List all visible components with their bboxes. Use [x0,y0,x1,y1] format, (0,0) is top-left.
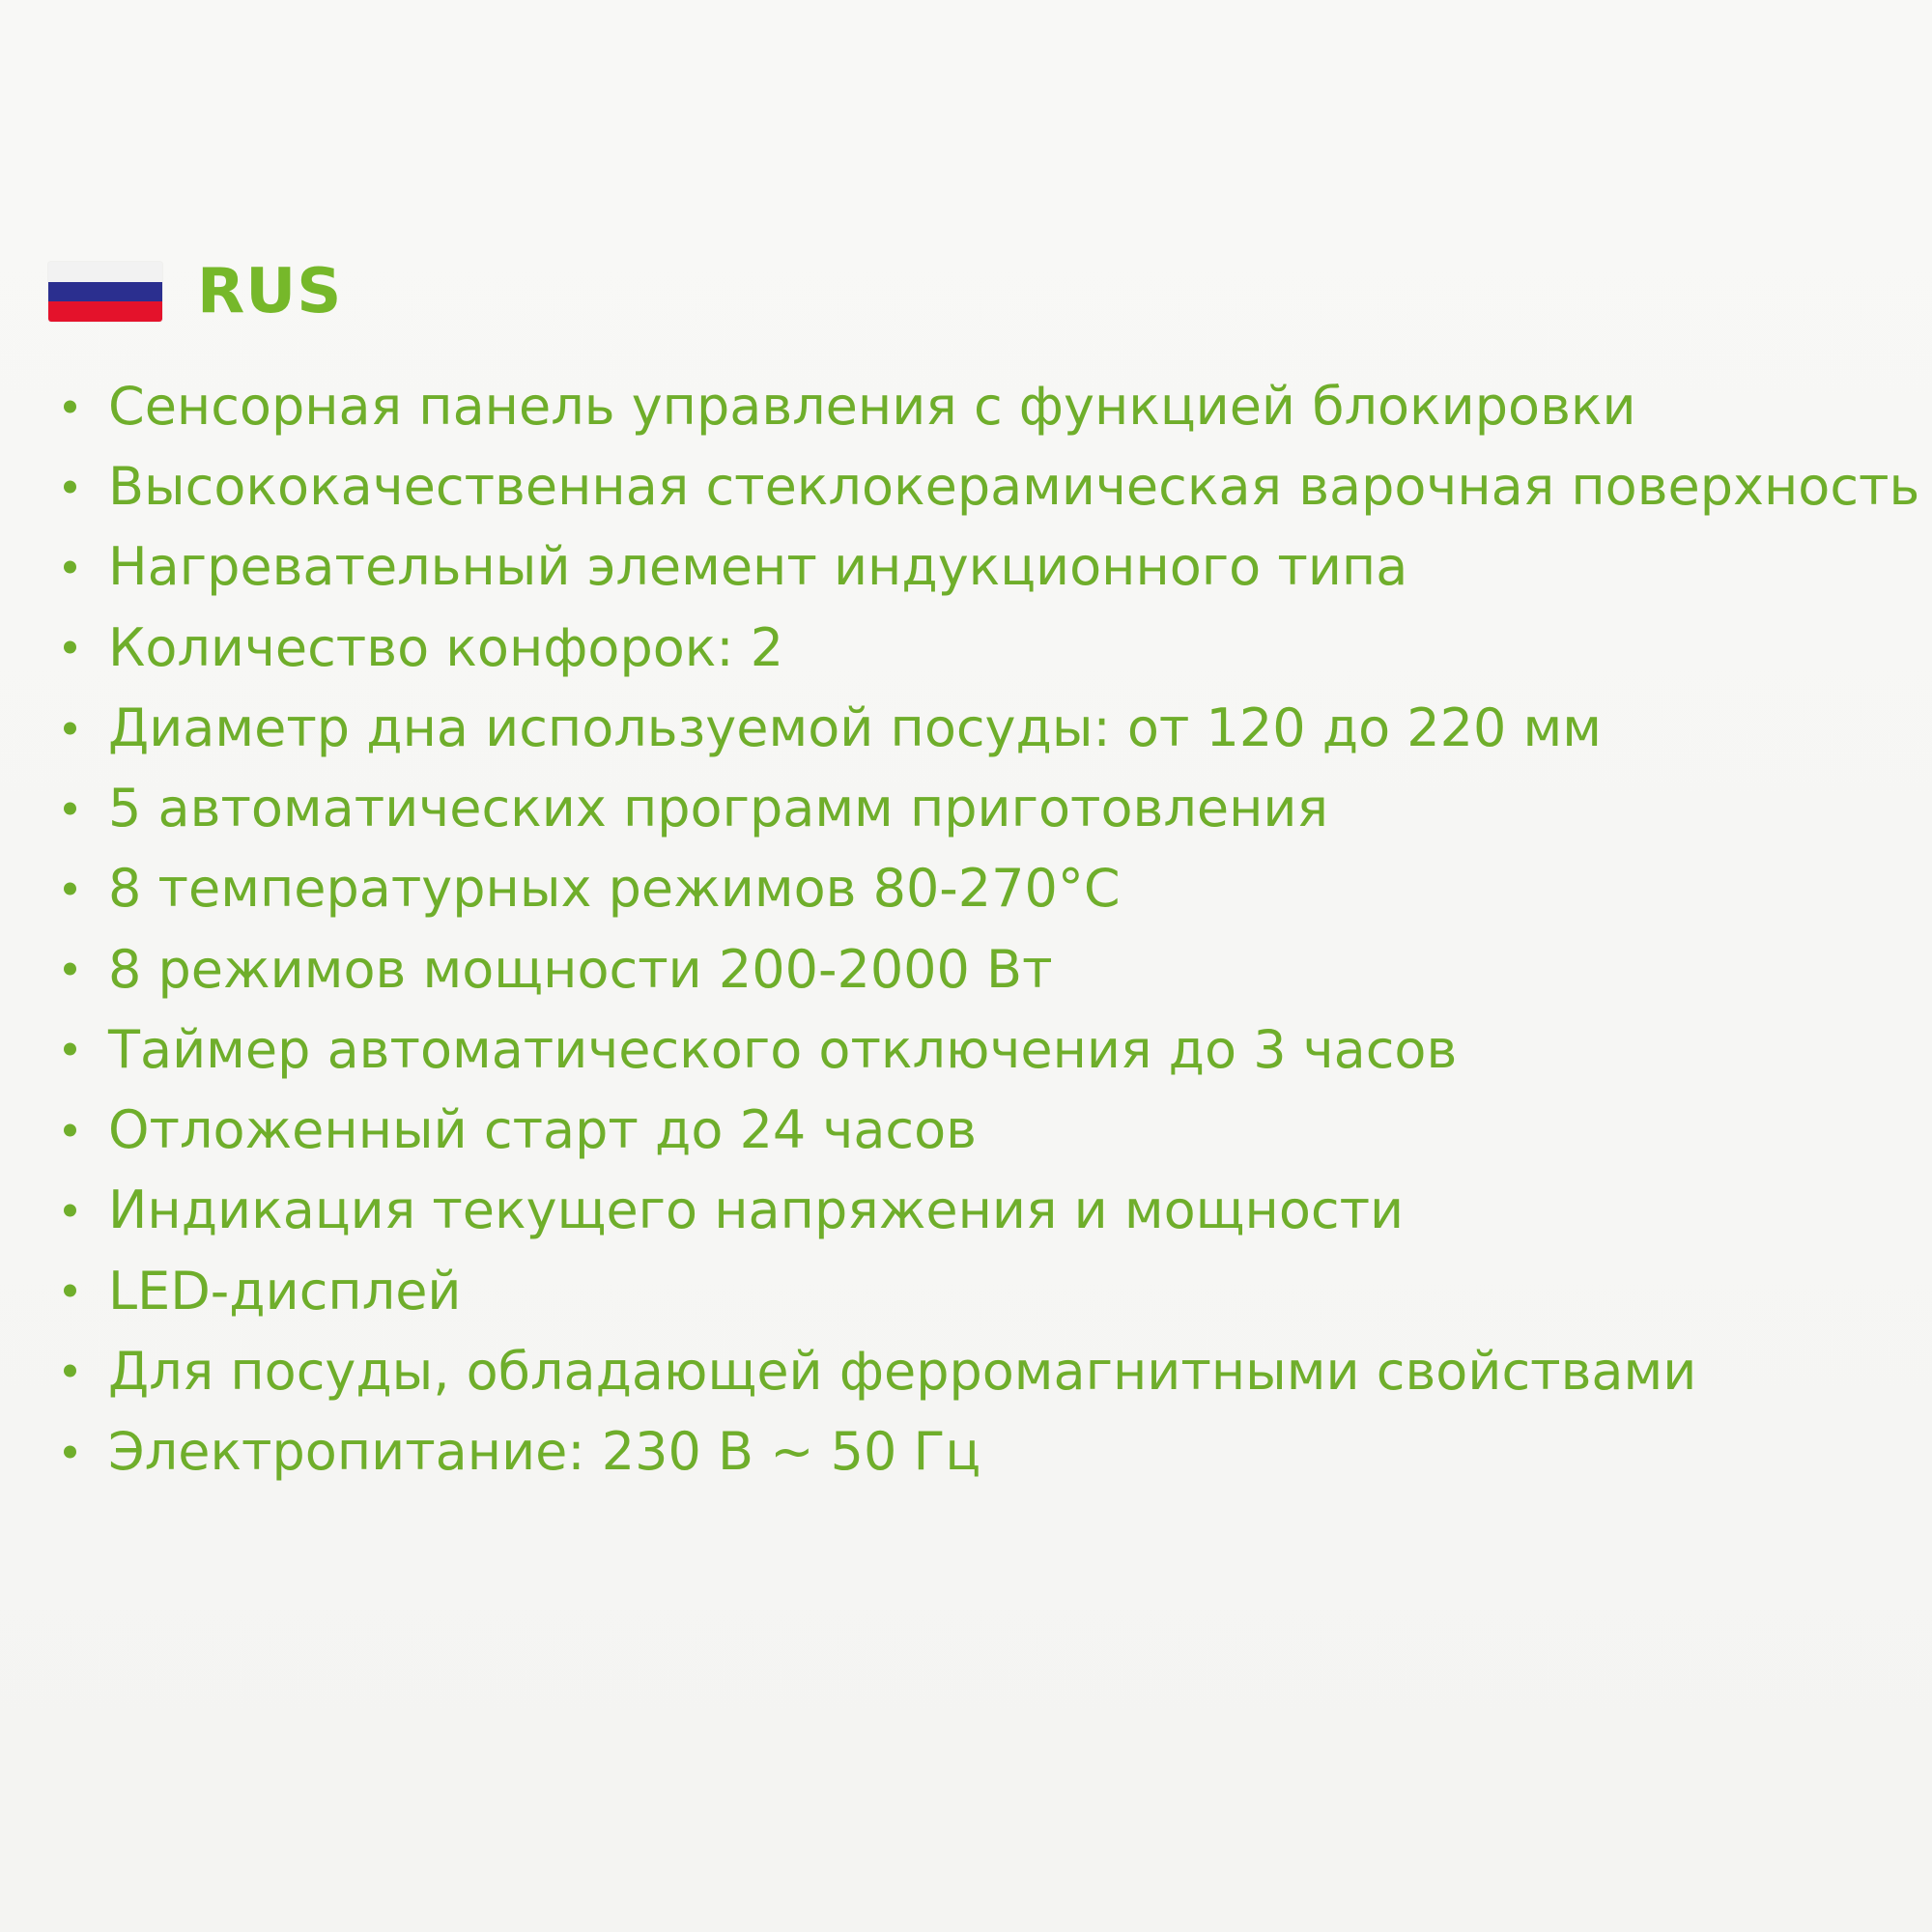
list-item [48,938,1884,1000]
list-item [48,1260,1884,1321]
list-item-label: 5 автоматических программ приготовления [108,778,1328,839]
list-item [48,1179,1884,1241]
list-item-label: 8 температурных режимов 80-270°C [108,858,1121,920]
bullet-icon [64,400,76,412]
list-item-label: Диаметр дна используемой посуды: от 120 до 220 мм [108,696,1602,758]
bullet-icon [64,963,76,976]
list-item [48,1340,1884,1402]
list-item [48,1099,1884,1161]
list-item [48,376,1884,437]
bullet-icon [64,1285,76,1297]
list-item [48,858,1884,920]
list-item-label: Отложенный старт до 24 часов [108,1099,977,1161]
list-item-label: Высококачественная стеклокерамическая варочная поверхность [108,456,1920,518]
bullet-icon [64,883,76,895]
list-item-label: Сенсорная панель управления с функцией блокировки [108,376,1636,437]
list-item-label: Индикация текущего напряжения и мощности [108,1179,1405,1241]
russia-flag-icon [48,262,162,322]
language-header [48,256,1884,327]
list-item-label: Электропитание: 230 В ~ 50 Гц [108,1421,981,1483]
list-item-label: Количество конфорок: 2 [108,616,784,678]
list-item [48,536,1884,598]
list-item-label: 8 режимов мощности 200-2000 Вт [108,938,1053,1000]
list-item-label: Таймер автоматического отключения до 3 часов [108,1018,1458,1080]
bullet-icon [64,1043,76,1056]
bullet-icon [64,641,76,654]
bullet-icon [64,561,76,574]
list-item [48,696,1884,758]
list-item-label: LED-дисплей [108,1260,462,1321]
bullet-icon [64,1204,76,1216]
bullet-icon [64,1445,76,1458]
bullet-icon [64,480,76,493]
list-item-label: Нагревательный элемент индукционного типа [108,536,1408,598]
feature-list [48,376,1920,1483]
language-label: RUS [197,256,343,327]
list-item [48,778,1884,839]
bullet-icon [64,722,76,734]
content-block [48,256,1920,1504]
list-item [48,1421,1884,1483]
list-item [48,616,1884,678]
bullet-icon [64,1365,76,1378]
list-item [48,1018,1884,1080]
bullet-icon [64,1123,76,1136]
list-item-label: Для посуды, обладающей ферромагнитными свойствами [108,1340,1697,1402]
list-item [48,456,1920,518]
bullet-icon [64,802,76,814]
